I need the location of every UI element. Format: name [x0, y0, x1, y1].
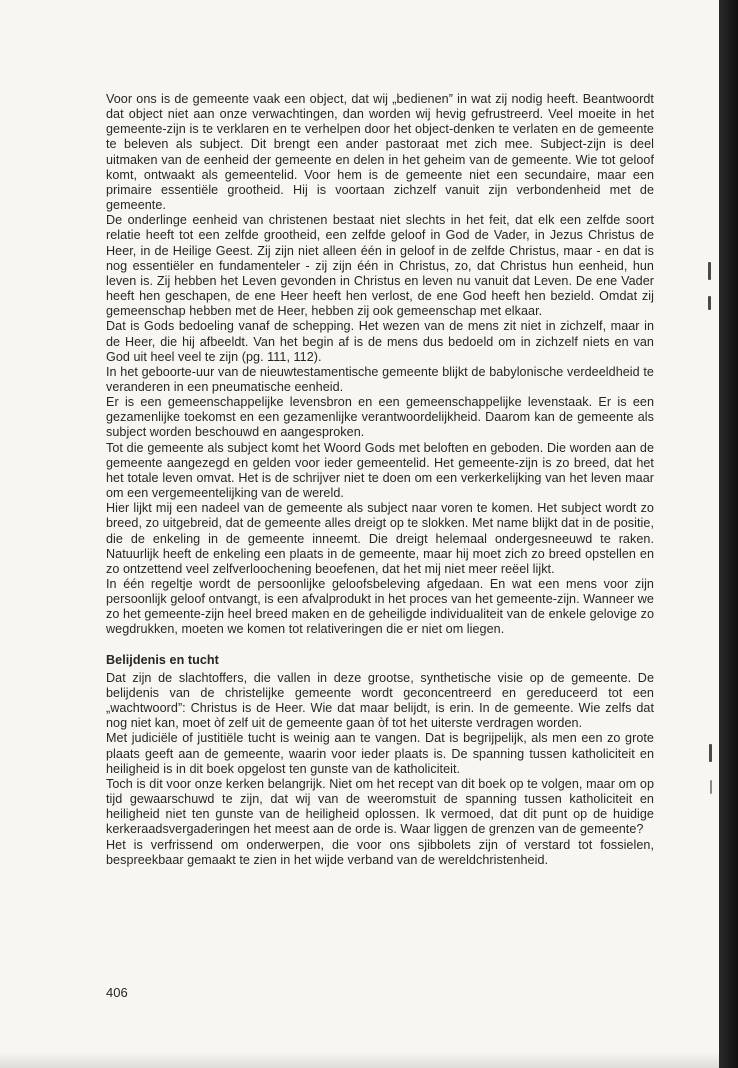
page-edge-shadow [719, 0, 738, 1068]
paragraph: Tot die gemeente als subject komt het Woord Gods met beloften en geboden. Die worden aan de gemeente aangezegd en gelden voor ieder gemeentelid. Het gemeente-zijn is zo breed, dat het het totale leven omvat. Het is de schrijver niet te doen om een verkerkelijking van het leven maar om een vergemeentelijking van de wereld. [106, 440, 654, 501]
paragraph: Toch is dit voor onze kerken belangrijk. Niet om het recept van dit boek op te volgen, maar om op tijd gewaarschuwd te zijn, dat wij van de weeromstuit de spanning tussen katholiciteit en heiligheid niet ten gunste van de heiligheid oplossen. Ik vermoed, dat dit punt op de huidige kerkeraadsvergaderingen het meest aan de orde is. Waar liggen de grenzen van de gemeente? [106, 776, 654, 837]
scan-mark [709, 744, 712, 762]
paragraph: In het geboorte-uur van de nieuwtestamentische gemeente blijkt de babylonische verdeeldheid te veranderen in een pneumatische eenheid. [106, 364, 654, 394]
page-bottom-shadow [0, 1052, 723, 1068]
paragraph: Hier lijkt mij een nadeel van de gemeente als subject naar voren te komen. Het subject wordt zo breed, zo uitgebreid, dat de gemeente alles dreigt op te slokken. Met name blijkt dat in de positie, die de enkeling in de gemeente inneemt. Die dreigt helemaal ondergesneeuwd te raken. Natuurlijk heeft de enkeling een plaats in de gemeente, maar hij moet zich zo breed opstellen en zo ontzettend veel zelfverloochening beoefenen, dat het mij niet meer reëel lijkt. [106, 501, 654, 576]
body-text [106, 92, 654, 868]
scan-mark [710, 780, 712, 794]
paragraph: Het is verfrissend om onderwerpen, die voor ons sjibbolets zijn of verstard tot fossielen, bespreekbaar gemaakt te zien in het wijde verband van de wereldchristenheid. [106, 837, 654, 867]
paragraph: Voor ons is de gemeente vaak een object, dat wij „bedienen” in wat zij nodig heeft. Beantwoordt dat object niet aan onze verwachtingen, dan worden wij hevig gefrustreerd. Veel moeite in het gemeente-zijn is te verklaren en te verhelpen door het object-denken te verlaten en de gemeente te beleven als subject. Dit brengt een ander pastoraat met zich mee. Subject-zijn is deel uitmaken van de eenheid der gemeente en delen in het geheim van de gemeente. Wie tot geloof komt, ontwaakt als gemeentelid. Voor hem is de gemeente niet een secundaire, maar een primaire essentiële grootheid. Hij is voortaan zichzelf vanuit zijn verbondenheid met de gemeente. [106, 92, 654, 213]
scan-mark [708, 296, 711, 310]
paragraph: Met judiciële of justitiële tucht is weinig aan te vangen. Dat is begrijpelijk, als men een zo grote plaats geeft aan de gemeente, waarin voor ieder plaats is. De spanning tussen katholiciteit en heiligheid is in dit boek opgelost ten gunste van de katholiciteit. [106, 731, 654, 776]
page-number: 406 [106, 985, 128, 1000]
paragraph: Er is een gemeenschappelijke levensbron en een gemeenschappelijke levenstaak. Er is een gezamenlijke toekomst en een gezamenlijke verantwoordelijkheid. Daarom kan de gemeente als subject worden beschouwd en aangesproken. [106, 395, 654, 440]
paragraph: De onderlinge eenheid van christenen bestaat niet slechts in het feit, dat elk een zelfde soort relatie heeft tot een zelfde grootheid, een zelfde geloof in God de Vader, in Jezus Christus de Heer, in de Heilige Geest. Zij zijn niet alleen één in geloof in de zelfde Christus, maar - en dat is nog essentiëler en fundamenteler - zij zijn één in Christus, zo, dat Christus hun eenheid, hun leven is. Zij hebben het Leven gevonden in Christus en leven nu vanuit dat Leven. De ene Vader heeft hen geschapen, de ene Heer heeft hen verlost, de ene God heeft hen bezield. Omdat zij gemeenschap hebben met de Heer, hebben zij ook gemeenschap met elkaar. [106, 213, 654, 319]
paragraph: Dat zijn de slachtoffers, die vallen in deze grootse, synthetische visie op de gemeente. De belijdenis van de christelijke gemeente wordt geconcentreerd en gereduceerd tot een „wachtwoord”: Christus is de Heer. Wie dat maar belijdt, is erin. In de gemeente. Wie zelfs dat nog niet kan, moet òf zelf uit de gemeente gaan òf tot het uiterste verdragen worden. [106, 670, 654, 731]
paragraph: Dat is Gods bedoeling vanaf de schepping. Het wezen van de mens zit niet in zichzelf, maar in de Heer, die hij afbeeldt. Van het begin af is de mens dus bedoeld om in zichzelf niets en van God uit heel veel te zijn (pg. 111, 112). [106, 319, 654, 364]
section-heading: Belijdenis en tucht [106, 652, 219, 667]
scan-mark [708, 262, 711, 280]
paragraph: In één regeltje wordt de persoonlijke geloofsbeleving afgedaan. En wat een mens voor zijn persoonlijk geloof ontvangt, is een afvalprodukt in het proces van het gemeente-zijn. Wanneer we zo het gemeente-zijn heel breed maken en de geheiligde individualiteit van de enkele gelovige zo wegdrukken, moeten we komen tot relativeringen die er niet om liegen. [106, 577, 654, 637]
